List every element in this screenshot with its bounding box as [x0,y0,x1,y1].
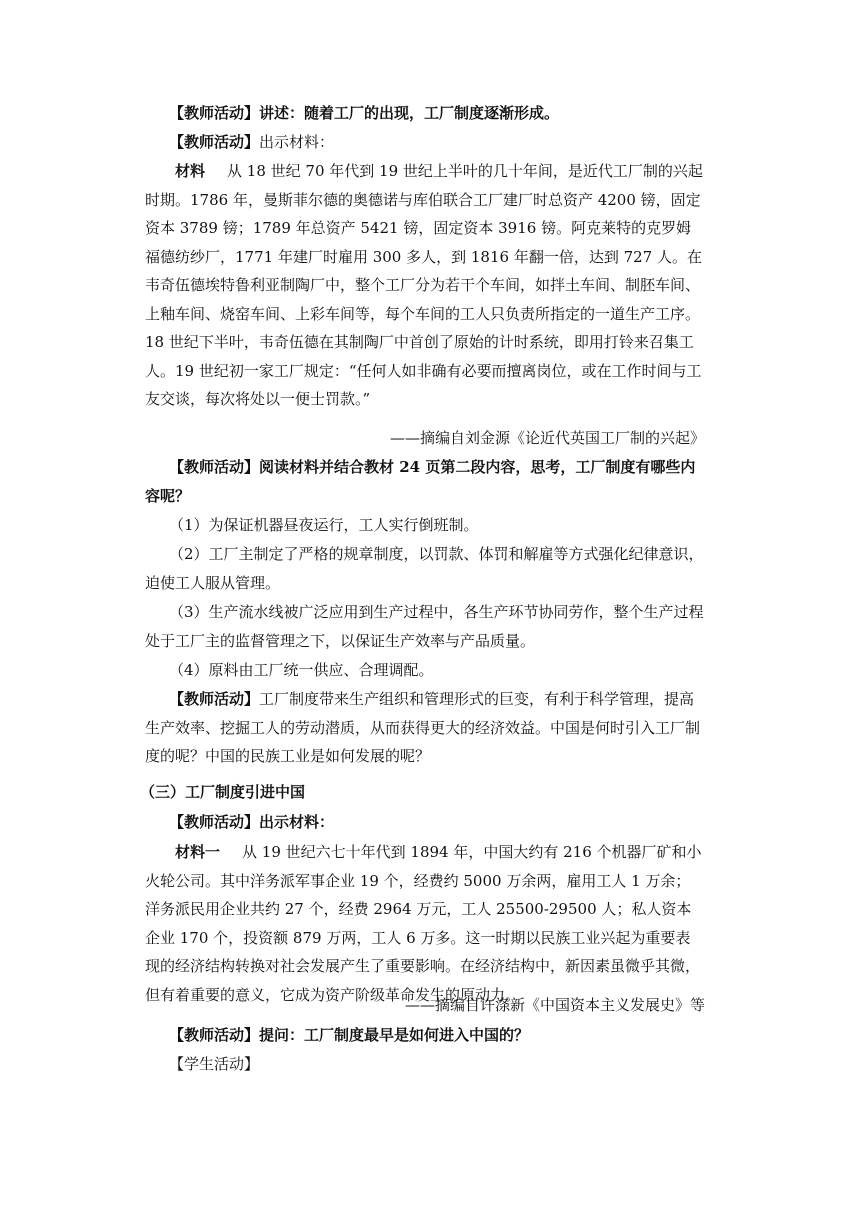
list-item: （4）原料由工厂统一供应、合理调配。 [169,661,434,679]
teacher-activity-1 [145,99,705,128]
teacher-activity-3 [145,453,705,510]
material-source-2: ——摘编自许涤新《中国资本主义发展史》等 [404,996,705,1014]
teacher-activity-2 [145,128,705,157]
section-heading: （三）工厂制度引进中国 [140,783,306,801]
activity-text: 出示材料： [259,813,335,831]
material-label: 材料一 [175,843,221,861]
list-item: （2）工厂主制定了严格的规章制度，以罚款、体罚和解雇等方式强化纪律意识，迫使工人服从管理。 [145,545,704,592]
activity-text: 阅读材料并结合教材 24 页第二段内容，思考，工厂制度有哪些内容呢？ [145,458,696,505]
material-block-2 [145,838,705,1009]
list-item: （3）生产流水线被广泛应用到生产过程中，各生产环节协同劳作，整个生产过程处于工厂主的监督管理之下，以保证生产效率与产品质量。 [145,603,704,650]
teacher-activity-4 [145,685,705,771]
material-label: 材料 [175,162,206,180]
material-source-1: ——摘编自刘金源《论近代英国工厂制的兴起》 [389,429,705,447]
teacher-activity-5 [145,808,705,837]
activity-text: 工厂制度带来生产组织和管理形式的巨变，有利于科学管理，提高生产效率、挖掘工人的劳动潜质，从而获得更大的经济效益。中国是何时引入工厂制度的呢？中国的民族工业是如何发展的呢？ [145,690,701,765]
activity-tag: 【教师活动】 [169,104,260,122]
material-block-1 [145,157,705,414]
activity-tag: 【教师活动】 [169,133,260,151]
material-text: 从 18 世纪 70 年代到 19 世纪上半叶的几十年间，是近代工厂制的兴起时期。1786 年，曼斯菲尔德的奥德诺与库伯联合工厂建厂时总资产 4200 镑，固定资本 3789 镑；1789 年总资产 5421 镑，固定资本 3916 镑。阿克莱特的克罗姆福德纺纱厂，1771 年建厂时雇用 300 多人，到 1816 年翻一倍，达到 727 人。在韦奇伍德埃特鲁利亚制陶厂中，整个工厂分为若干个车间，如拌土车间、制胚车间、上釉车间、烧窑车间、上彩车间等，每个车间的工人只负责所指定的一道生产工序。18 世纪下半叶，韦奇伍德在其制陶厂中首创了原始的计时系统，即用打铃来召集工人。19 世纪初一家工厂规定：“任何人如非确有必要而擅离岗位，或在工作时间与工友交谈，每次将处以一便士罚款。” [145,162,703,408]
activity-tag: 【教师活动】 [169,1026,260,1044]
activity-text: 出示材料： [259,133,335,151]
teacher-activity-6 [145,1021,705,1050]
activity-tag: 【教师活动】 [169,813,260,831]
student-activity [145,1050,705,1079]
material-text: 从 19 世纪六七十年代到 1894 年，中国大约有 216 个机器厂矿和小火轮公司。其中洋务派军事企业 19 个，经费约 5000 万余两，雇用工人 1 万余；洋务派民用企业共约 27 个，经费 2964 万元，工人 25500-29500 人；私人资本企业 170 个，投资额 879 万两，工人 6 万多。这一时期以民族工业兴起为重要表现的经济结构转换对社会发展产生了重要影响。在经济结构中，新因素虽微乎其微，但有着重要的意义，它成为资产阶级革命发生的原动力。 [145,843,702,1004]
activity-tag: 【学生活动】 [169,1055,260,1073]
activity-text: 讲述：随着工厂的出现，工厂制度逐渐形成。 [259,104,560,122]
activity-text: 提问：工厂制度最早是如何进入中国的？ [259,1026,530,1044]
activity-tag: 【教师活动】 [169,690,260,708]
list-item: （1）为保证机器昼夜运行，工人实行倒班制。 [169,516,479,534]
activity-tag: 【教师活动】 [169,458,260,476]
